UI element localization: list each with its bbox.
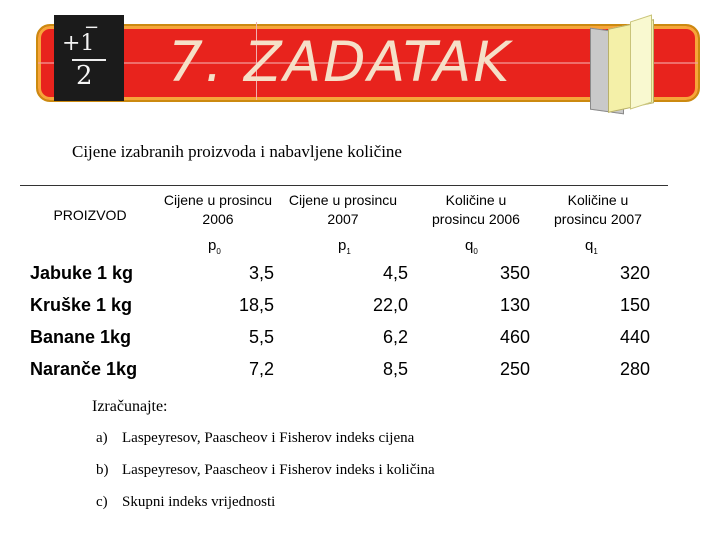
header-p0: Cijene u prosincu 2006 — [163, 192, 273, 227]
table-caption: Cijene izabranih proizvoda i nabavljene količine — [72, 142, 402, 161]
row-label: Naranče 1kg — [30, 359, 138, 379]
task-item-b: b) Laspeyresov, Paascheov i Fisherov indeks i količina — [96, 462, 435, 478]
table-cell: 7,2 — [248, 359, 274, 379]
symbol-q0: $q_0$ — [465, 237, 478, 256]
table-cell: 350 — [499, 263, 530, 283]
table-cell: 320 — [619, 263, 650, 283]
row-label: Kruške 1 kg — [30, 295, 133, 315]
table-cell: 6,2 — [382, 327, 408, 347]
table-cell: 5,5 — [248, 327, 274, 347]
symbol-p1: $p_1$ — [338, 237, 351, 256]
header-q1: Količine u prosincu 2007 — [554, 192, 642, 227]
table-cell: 280 — [619, 359, 650, 379]
task-item-c: c) Skupni indeks vrijednosti — [96, 494, 276, 510]
chalkboard-math-image: − +1 2 — [54, 15, 124, 101]
tasks-intro: Izračunajte: — [92, 398, 168, 415]
table-cell: 440 — [619, 327, 650, 347]
table-cell: 130 — [499, 295, 530, 315]
table-cell: 8,5 — [382, 359, 408, 379]
table-cell: 150 — [619, 295, 650, 315]
symbol-q1: $q_1$ — [585, 237, 598, 256]
table-cell: 3,5 — [248, 263, 274, 283]
table-cell: 4,5 — [382, 263, 408, 283]
symbol-p0: $p_0$ — [208, 237, 221, 256]
table-cell: 18,5 — [238, 295, 274, 315]
table-top-rule — [20, 185, 668, 186]
task-item-a: a) Laspeyresov, Paascheov i Fisherov indeks cijena — [96, 430, 415, 446]
header-q0: Količine u prosincu 2006 — [432, 192, 520, 227]
row-label: Banane 1kg — [30, 327, 132, 347]
table-cell: 460 — [499, 327, 530, 347]
row-label: Jabuke 1 kg — [30, 263, 134, 283]
header-p1: Cijene u prosincu 2007 — [288, 192, 398, 227]
slide-title: 7. ZADATAK — [168, 30, 512, 94]
table-cell: 250 — [499, 359, 530, 379]
header-proizvod: PROIZVOD — [53, 207, 127, 223]
table-cell: 22,0 — [372, 295, 408, 315]
book-image — [586, 18, 664, 112]
